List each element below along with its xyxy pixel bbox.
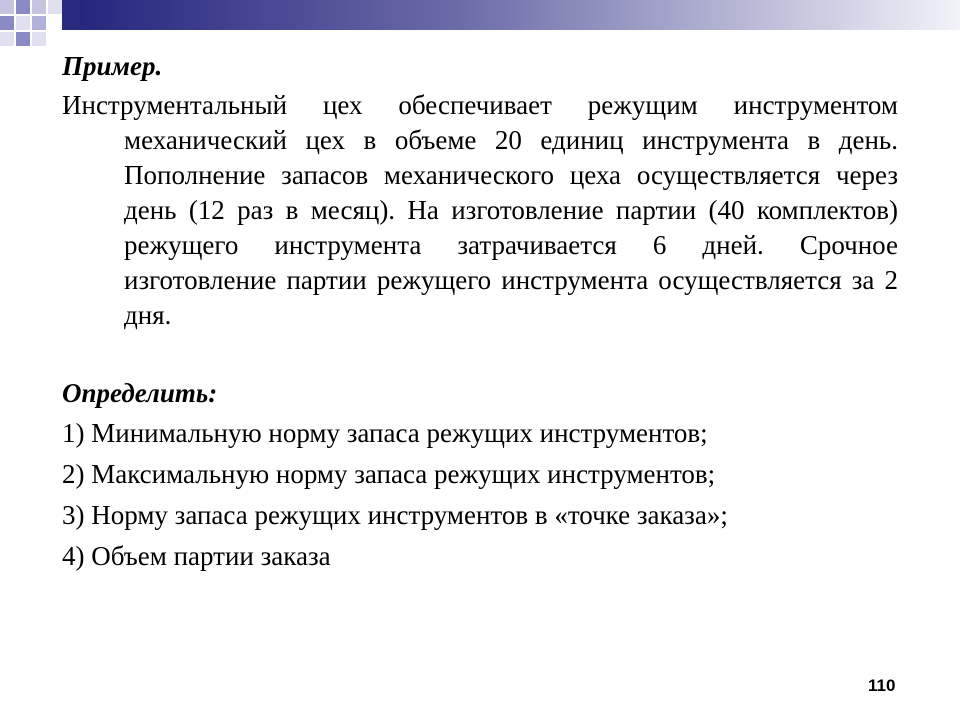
- task-item-2: 2) Максимальную норму запаса режущих инструментов;: [62, 459, 716, 489]
- task-item-4: 4) Объем партии заказа: [62, 541, 331, 571]
- problem-statement: Инструментальный цех обеспечивает режущим инструментом механический цех в объеме 20 единиц инструмента в день. Пополнение запасов механического цеха осуществляется через день (12 раз в месяц). На изготовление партии (40 комплектов) режущего инструмента затрачивается 6 дней. Срочное изготовление партии режущего инструмента осуществляется за 2 дня.: [62, 90, 898, 330]
- task-list: [62, 415, 898, 574]
- task-item-3: 3) Норму запаса режущих инструментов в «точке заказа»;: [62, 500, 728, 530]
- example-heading: Пример.: [62, 51, 163, 81]
- header-gradient-band: [0, 0, 960, 30]
- determine-heading: Определить:: [62, 378, 218, 408]
- slide-page-number: 110: [868, 676, 896, 695]
- task-item-1: 1) Минимальную норму запаса режущих инструментов;: [62, 418, 708, 448]
- slide-content: [62, 48, 898, 579]
